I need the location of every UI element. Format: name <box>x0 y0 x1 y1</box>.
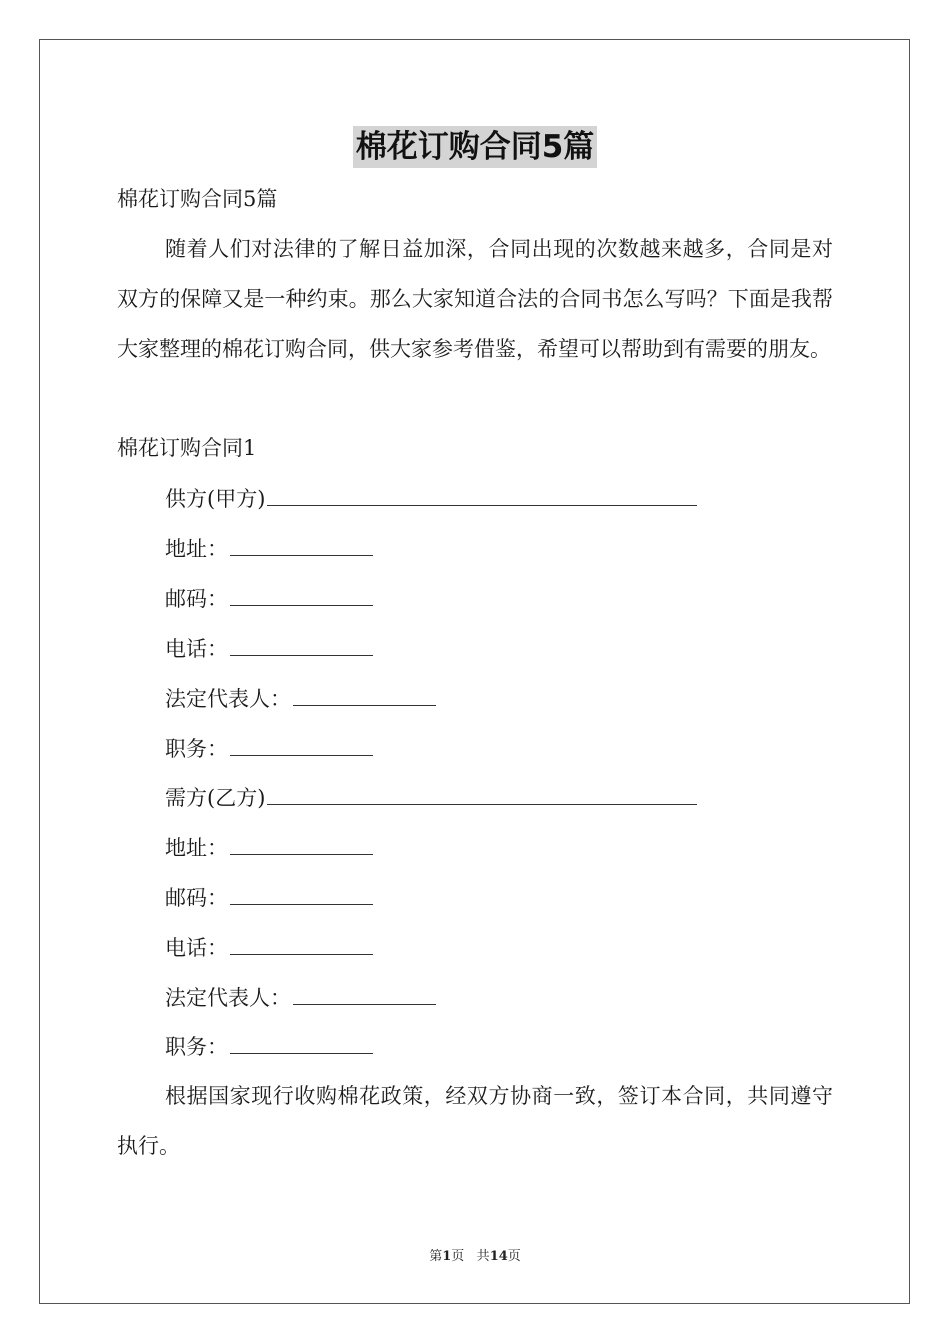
buyer-phone-label: 电话： <box>165 936 228 960</box>
agreement-paragraph: 根据国家现行收购棉花政策，经双方协商一致，签订本合同，共同遵守执行。 <box>117 1084 833 1158</box>
supplier-position-row <box>165 733 373 764</box>
footer-total-suffix: 页 <box>507 1249 521 1264</box>
footer-page-prefix: 第 <box>429 1249 443 1264</box>
supplier-party-row <box>165 483 697 514</box>
buyer-party-label: 需方(乙方) <box>165 786 266 810</box>
supplier-address-label: 地址： <box>165 537 228 561</box>
buyer-phone-row <box>165 932 373 963</box>
supplier-party-label: 供方(甲方) <box>165 487 266 511</box>
supplier-phone-row <box>165 633 373 664</box>
supplier-phone-label: 电话： <box>165 637 228 661</box>
buyer-phone-blank[interactable] <box>230 932 373 955</box>
buyer-position-row <box>165 1031 373 1062</box>
supplier-address-blank[interactable] <box>230 533 373 556</box>
buyer-postcode-label: 邮码： <box>165 886 228 910</box>
document-title: 棉花订购合同5篇 <box>353 126 598 168</box>
footer-page-number: 1 <box>442 1249 452 1264</box>
supplier-legal-rep-row <box>165 683 436 714</box>
buyer-legal-rep-label: 法定代表人： <box>165 986 291 1010</box>
footer-total-pages: 14 <box>489 1249 508 1264</box>
supplier-postcode-blank[interactable] <box>230 583 373 606</box>
title-container <box>0 126 950 168</box>
buyer-position-label: 职务： <box>165 1035 228 1059</box>
buyer-party-row <box>165 782 697 813</box>
footer-total-prefix: 共 <box>476 1249 490 1264</box>
buyer-postcode-blank[interactable] <box>230 882 373 905</box>
contract-heading: 棉花订购合同1 <box>117 436 257 460</box>
supplier-phone-blank[interactable] <box>230 633 373 656</box>
supplier-legal-rep-label: 法定代表人： <box>165 687 291 711</box>
buyer-address-label: 地址： <box>165 836 228 860</box>
buyer-postcode-row <box>165 882 373 913</box>
buyer-address-row <box>165 832 373 863</box>
supplier-position-label: 职务： <box>165 737 228 761</box>
page-footer <box>0 1249 950 1265</box>
supplier-postcode-row <box>165 583 373 614</box>
buyer-legal-rep-blank[interactable] <box>293 982 436 1005</box>
buyer-position-blank[interactable] <box>230 1031 373 1054</box>
supplier-postcode-label: 邮码： <box>165 587 228 611</box>
buyer-party-blank[interactable] <box>267 782 697 805</box>
supplier-address-row <box>165 533 373 564</box>
supplier-party-blank[interactable] <box>267 483 697 506</box>
document-subtitle: 棉花订购合同5篇 <box>117 187 278 211</box>
buyer-legal-rep-row <box>165 982 436 1013</box>
supplier-position-blank[interactable] <box>230 733 373 756</box>
buyer-address-blank[interactable] <box>230 832 373 855</box>
supplier-legal-rep-blank[interactable] <box>293 683 436 706</box>
intro-paragraph: 随着人们对法律的了解日益加深，合同出现的次数越来越多，合同是对双方的保障又是一种约束。那么大家知道合法的合同书怎么写吗？下面是我帮大家整理的棉花订购合同，供大家参考借鉴，希望可以帮助到有需要的朋友。 <box>117 237 833 361</box>
footer-page-suffix: 页 <box>451 1249 465 1264</box>
